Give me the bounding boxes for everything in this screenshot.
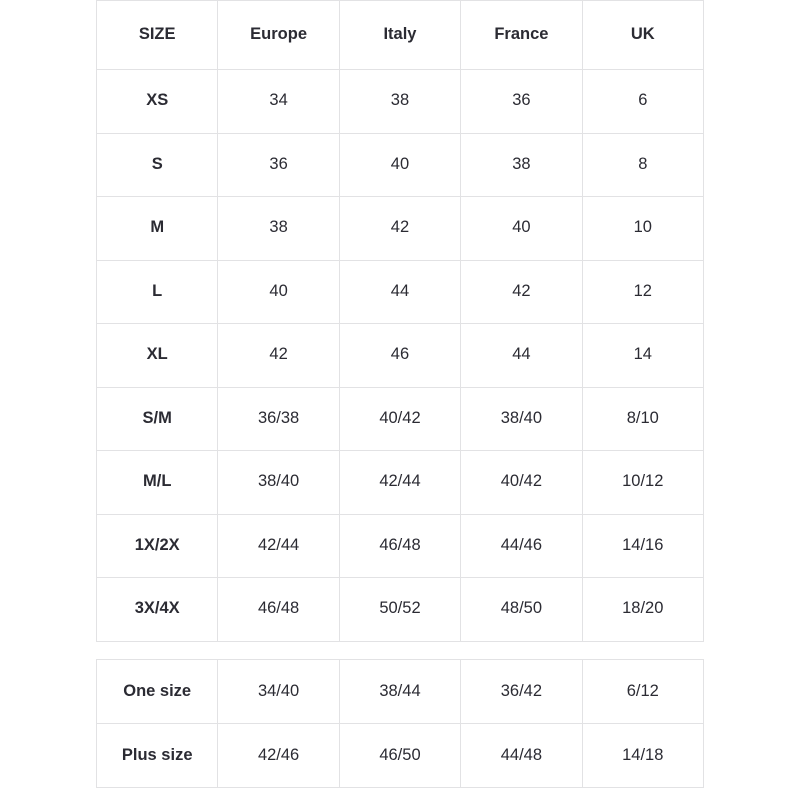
cell-uk: 12 bbox=[582, 260, 703, 324]
column-header-europe: Europe bbox=[218, 1, 339, 70]
cell-france: 38/40 bbox=[461, 387, 582, 451]
table-body bbox=[97, 70, 704, 642]
cell-europe: 42 bbox=[218, 324, 339, 388]
cell-size: 1X/2X bbox=[97, 514, 218, 578]
cell-europe: 46/48 bbox=[218, 578, 339, 642]
cell-france: 44/48 bbox=[461, 724, 582, 788]
cell-uk: 10 bbox=[582, 197, 703, 261]
cell-size: L bbox=[97, 260, 218, 324]
cell-uk: 6/12 bbox=[582, 660, 703, 724]
cell-france: 48/50 bbox=[461, 578, 582, 642]
column-header-france: France bbox=[461, 1, 582, 70]
cell-italy: 44 bbox=[339, 260, 460, 324]
cell-size: One size bbox=[97, 660, 218, 724]
cell-italy: 42 bbox=[339, 197, 460, 261]
cell-europe: 36/38 bbox=[218, 387, 339, 451]
cell-size: XL bbox=[97, 324, 218, 388]
cell-italy: 40/42 bbox=[339, 387, 460, 451]
cell-europe: 40 bbox=[218, 260, 339, 324]
table-row bbox=[97, 451, 704, 515]
cell-uk: 18/20 bbox=[582, 578, 703, 642]
cell-europe: 34/40 bbox=[218, 660, 339, 724]
column-header-size: SIZE bbox=[97, 1, 218, 70]
cell-europe: 42/46 bbox=[218, 724, 339, 788]
cell-italy: 50/52 bbox=[339, 578, 460, 642]
cell-size: M bbox=[97, 197, 218, 261]
cell-europe: 42/44 bbox=[218, 514, 339, 578]
cell-france: 44/46 bbox=[461, 514, 582, 578]
cell-italy: 46 bbox=[339, 324, 460, 388]
cell-uk: 6 bbox=[582, 70, 703, 134]
table-header-row bbox=[97, 1, 704, 70]
table-row bbox=[97, 324, 704, 388]
table-row bbox=[97, 133, 704, 197]
cell-europe: 34 bbox=[218, 70, 339, 134]
table-row bbox=[97, 514, 704, 578]
one-size-table bbox=[96, 659, 704, 788]
cell-europe: 36 bbox=[218, 133, 339, 197]
table-row bbox=[97, 724, 704, 788]
table-body bbox=[97, 660, 704, 788]
table-row bbox=[97, 260, 704, 324]
cell-size: Plus size bbox=[97, 724, 218, 788]
cell-uk: 8/10 bbox=[582, 387, 703, 451]
table-row bbox=[97, 387, 704, 451]
cell-europe: 38 bbox=[218, 197, 339, 261]
cell-france: 44 bbox=[461, 324, 582, 388]
column-header-uk: UK bbox=[582, 1, 703, 70]
cell-size: 3X/4X bbox=[97, 578, 218, 642]
size-conversion-table bbox=[96, 0, 704, 642]
one-size-table-container bbox=[96, 659, 704, 788]
cell-size: S/M bbox=[97, 387, 218, 451]
cell-italy: 42/44 bbox=[339, 451, 460, 515]
cell-size: XS bbox=[97, 70, 218, 134]
cell-italy: 40 bbox=[339, 133, 460, 197]
cell-italy: 46/48 bbox=[339, 514, 460, 578]
column-header-italy: Italy bbox=[339, 1, 460, 70]
table-header bbox=[97, 1, 704, 70]
cell-france: 42 bbox=[461, 260, 582, 324]
cell-france: 40/42 bbox=[461, 451, 582, 515]
cell-uk: 10/12 bbox=[582, 451, 703, 515]
cell-europe: 38/40 bbox=[218, 451, 339, 515]
cell-france: 38 bbox=[461, 133, 582, 197]
table-row bbox=[97, 578, 704, 642]
cell-italy: 38/44 bbox=[339, 660, 460, 724]
cell-size: S bbox=[97, 133, 218, 197]
cell-uk: 14/18 bbox=[582, 724, 703, 788]
cell-size: M/L bbox=[97, 451, 218, 515]
cell-italy: 46/50 bbox=[339, 724, 460, 788]
table-row bbox=[97, 660, 704, 724]
cell-uk: 8 bbox=[582, 133, 703, 197]
cell-uk: 14 bbox=[582, 324, 703, 388]
cell-uk: 14/16 bbox=[582, 514, 703, 578]
size-conversion-table-container bbox=[96, 0, 704, 642]
table-row bbox=[97, 70, 704, 134]
table-row bbox=[97, 197, 704, 261]
cell-france: 36/42 bbox=[461, 660, 582, 724]
cell-france: 36 bbox=[461, 70, 582, 134]
cell-italy: 38 bbox=[339, 70, 460, 134]
cell-france: 40 bbox=[461, 197, 582, 261]
